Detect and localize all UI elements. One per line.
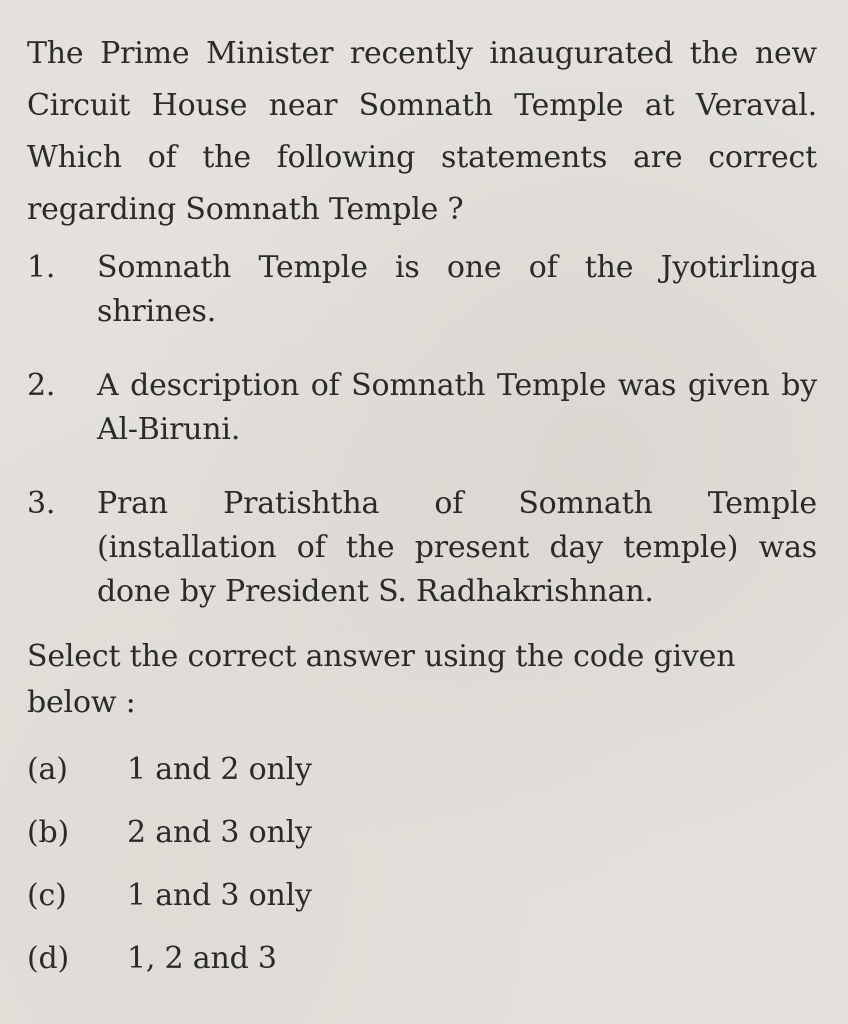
option-a[interactable] bbox=[27, 738, 817, 801]
answer-options bbox=[27, 738, 817, 990]
option-label: (b) bbox=[27, 815, 70, 850]
question-text: The Prime Minister recently inaugurated the new Circuit House near Somnath Temple at Veraval. Which of the following statements are correct regarding Somnath Temple ? bbox=[27, 36, 817, 227]
option-label: (a) bbox=[27, 752, 68, 787]
option-text: 2 and 3 only bbox=[127, 815, 312, 850]
answer-instruction: Select the correct answer using the code given below : bbox=[27, 639, 736, 720]
option-text: 1 and 2 only bbox=[127, 752, 312, 787]
statement-3 bbox=[27, 482, 817, 614]
statement-2 bbox=[27, 364, 817, 452]
statement-1 bbox=[27, 246, 817, 334]
option-label: (d) bbox=[27, 941, 70, 976]
option-b[interactable] bbox=[27, 801, 817, 864]
option-text: 1 and 3 only bbox=[127, 878, 312, 913]
statement-number: 1. bbox=[27, 250, 56, 285]
statement-text: Somnath Temple is one of the Jyotirlinga shrines. bbox=[97, 250, 817, 329]
statement-text: Pran Pratishtha of Somnath Temple (installation of the present day temple) was done by President S. Radhakrishnan. bbox=[97, 486, 817, 609]
statement-number: 3. bbox=[27, 486, 56, 521]
option-d[interactable] bbox=[27, 927, 817, 990]
question-page bbox=[27, 28, 817, 990]
statement-text: A description of Somnath Temple was given by Al-Biruni. bbox=[97, 368, 817, 447]
option-label: (c) bbox=[27, 878, 67, 913]
option-text: 1, 2 and 3 bbox=[127, 941, 277, 976]
option-c[interactable] bbox=[27, 864, 817, 927]
statement-number: 2. bbox=[27, 368, 56, 403]
